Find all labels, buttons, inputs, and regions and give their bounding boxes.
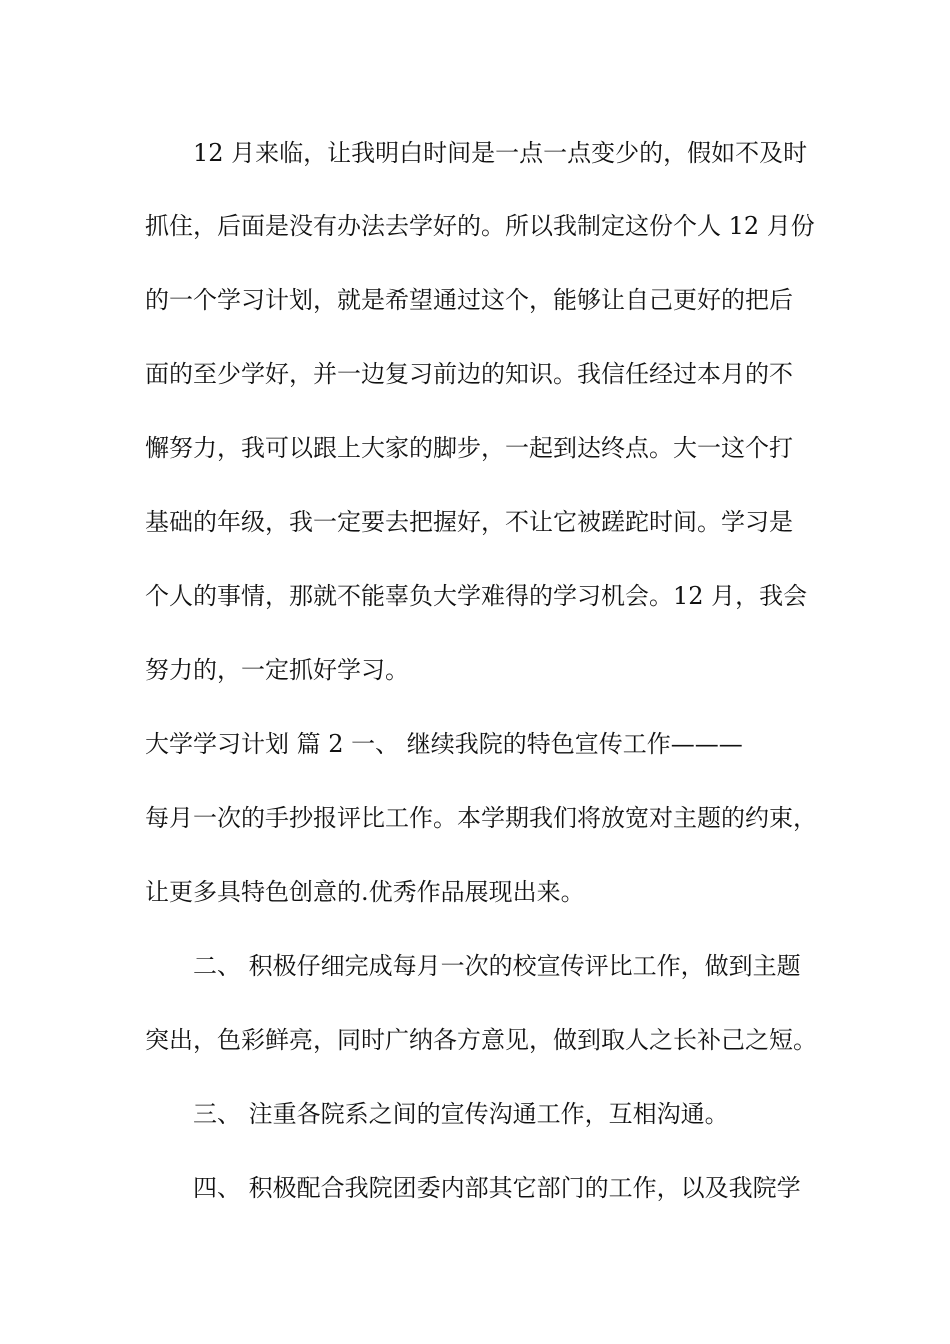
paragraph-line: 的一个学习计划，就是希望通过这个，能够让自己更好的把后 [145,286,793,314]
paragraph-line: 每月一次的手抄报评比工作。本学期我们将放宽对主题的约束， [145,804,817,832]
paragraph-line: 让更多具特色创意的.优秀作品展现出来。 [145,878,585,906]
paragraph-line: 基础的年级，我一定要去把握好，不让它被蹉跎时间。学习是 [145,508,793,536]
paragraph-line: 突出，色彩鲜亮，同时广纳各方意见，做到取人之长补己之短。 [145,1026,817,1054]
paragraph-line: 四、 积极配合我院团委内部其它部门的工作，以及我院学 [193,1174,801,1202]
section-heading-line: 大学学习计划 篇 2 一、 继续我院的特色宣传工作——— [145,730,743,758]
paragraph-line: 努力的，一定抓好学习。 [145,656,409,684]
paragraph-line: 懈努力，我可以跟上大家的脚步，一起到达终点。大一这个打 [145,434,793,462]
paragraph-line: 三、 注重各院系之间的宣传沟通工作，互相沟通。 [193,1100,729,1128]
paragraph-line: 12 月来临，让我明白时间是一点一点变少的，假如不及时 [193,139,808,167]
paragraph-line: 抓住，后面是没有办法去学好的。所以我制定这份个人 12 月份 [145,212,815,240]
paragraph-line: 面的至少学好，并一边复习前边的知识。我信任经过本月的不 [145,360,793,388]
paragraph-line: 二、 积极仔细完成每月一次的校宣传评比工作，做到主题 [193,952,801,980]
paragraph-line: 个人的事情，那就不能辜负大学难得的学习机会。12 月，我会 [145,582,808,610]
